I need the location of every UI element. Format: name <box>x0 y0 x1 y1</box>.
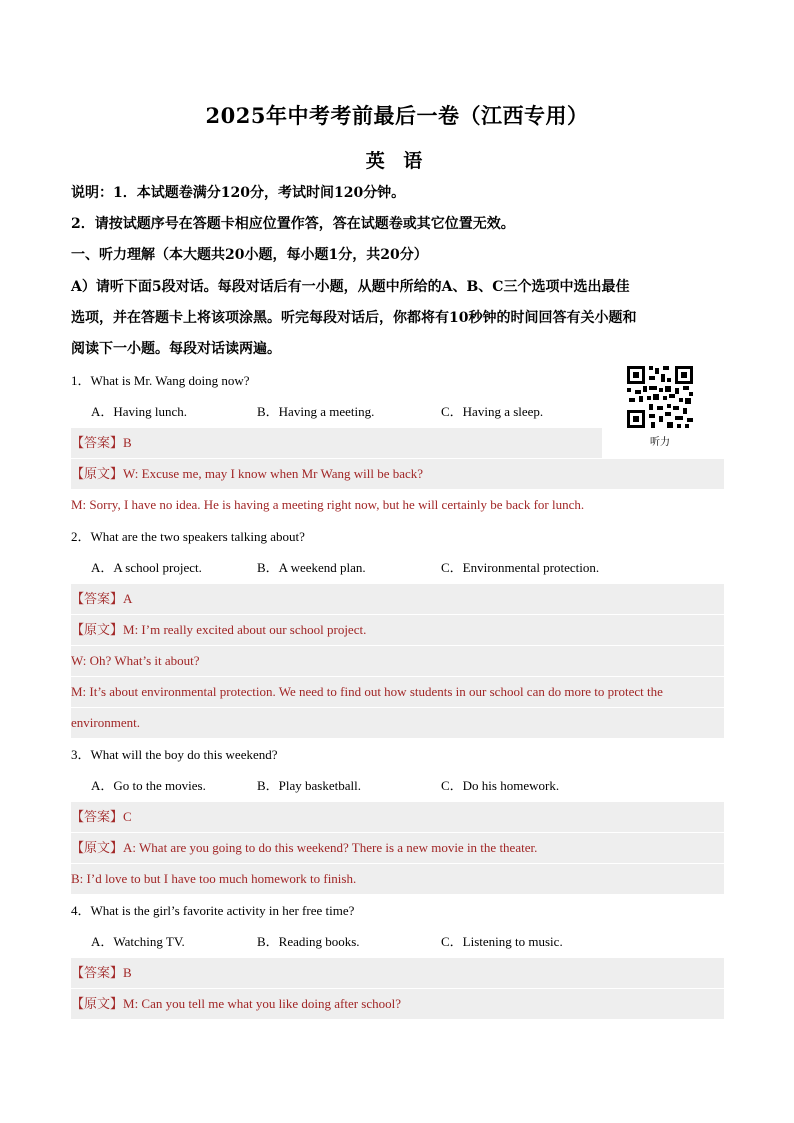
answer-row-2 <box>71 584 724 614</box>
question-2-option-c: C．Environmental protection. <box>441 560 600 575</box>
source-tag: 【原文】 <box>71 841 124 856</box>
answer-tag: 【答案】 <box>71 436 124 451</box>
instruction-line-2: 2．请按试题序号在答题卡相应位置作答，答在试题卷或其它位置无效。 <box>71 216 515 232</box>
instruction-line-1: 说明：1．本试题卷满分120分，考试时间120分钟。 <box>71 185 406 201</box>
qr-code-label: 听力 <box>650 437 670 448</box>
question-4-option-c: C．Listening to music. <box>441 934 563 949</box>
source-row-1 <box>71 459 724 489</box>
exam-title: 2025年中考考前最后一卷（江西专用） <box>205 103 589 128</box>
question-2: 2．What are the two speakers talking about? <box>71 529 305 544</box>
question-3: 3．What will the boy do this weekend? <box>71 747 278 762</box>
source-text: M: Can you tell me what you like doing after school? <box>123 996 402 1011</box>
source-tag: 【原文】 <box>71 997 124 1012</box>
question-1: 1．What is Mr. Wang doing now? <box>71 373 250 388</box>
answer-value: C <box>123 809 132 824</box>
answer-row-1 <box>71 428 602 458</box>
answer-tag: 【答案】 <box>71 966 124 981</box>
source-line: environment. <box>71 708 724 738</box>
answer-value: A <box>123 591 133 606</box>
question-2-option-a: A．A school project. <box>91 560 202 575</box>
subject-title: 英 语 <box>365 150 429 172</box>
question-1-option-c: C．Having a sleep. <box>441 404 544 419</box>
source-row-2 <box>71 615 724 645</box>
question-1-option-a: A．Having lunch. <box>91 404 188 419</box>
part-a-instructions-2: 选项，并在答题卡上将该项涂黑。听完每段对话后，你都将有10秒钟的时间回答有关小题和 <box>71 310 637 326</box>
qr-code-icon <box>625 364 695 430</box>
source-line: M: It’s about environmental protection. We need to find out how students in our school can do more to protect the <box>71 677 724 707</box>
source-line: B: I’d love to but I have too much homework to finish. <box>71 864 724 894</box>
question-3-option-a: A．Go to the movies. <box>91 778 206 793</box>
source-text: A: What are you going to do this weekend? There is a new movie in the theater. <box>123 840 538 855</box>
source-line: W: Oh? What’s it about? <box>71 646 724 676</box>
answer-tag: 【答案】 <box>71 810 124 825</box>
part-a-instructions-1: A）请听下面5段对话。每段对话后有一小题，从题中所给的A、B、C三个选项中选出最佳 <box>71 279 630 295</box>
question-2-option-b: B．A weekend plan. <box>257 560 366 575</box>
question-3-option-b: B．Play basketball. <box>257 778 361 793</box>
question-4-option-a: A．Watching TV. <box>91 934 185 949</box>
question-3-option-c: C．Do his homework. <box>441 778 560 793</box>
question-4-option-b: B．Reading books. <box>257 934 360 949</box>
answer-row-3 <box>71 802 724 832</box>
answer-tag: 【答案】 <box>71 592 124 607</box>
source-tag: 【原文】 <box>71 623 124 638</box>
source-text: W: Excuse me, may I know when Mr Wang will be back? <box>123 466 424 481</box>
source-line: M: Sorry, I have no idea. He is having a meeting right now, but he will certainly be back for lunch. <box>71 497 585 512</box>
answer-row-4 <box>71 958 724 988</box>
source-row-4 <box>71 989 724 1019</box>
answer-value: B <box>123 965 132 980</box>
question-1-option-b: B．Having a meeting. <box>257 404 375 419</box>
answer-value: B <box>123 435 132 450</box>
source-row-3 <box>71 833 724 863</box>
section-heading: 一、听力理解（本大题共20小题，每小题1分，共20分） <box>71 247 428 263</box>
source-tag: 【原文】 <box>71 467 124 482</box>
part-a-instructions-3: 阅读下一小题。每段对话读两遍。 <box>71 341 281 357</box>
question-4: 4．What is the girl’s favorite activity in her free time? <box>71 903 355 918</box>
source-text: M: I’m really excited about our school project. <box>123 622 367 637</box>
